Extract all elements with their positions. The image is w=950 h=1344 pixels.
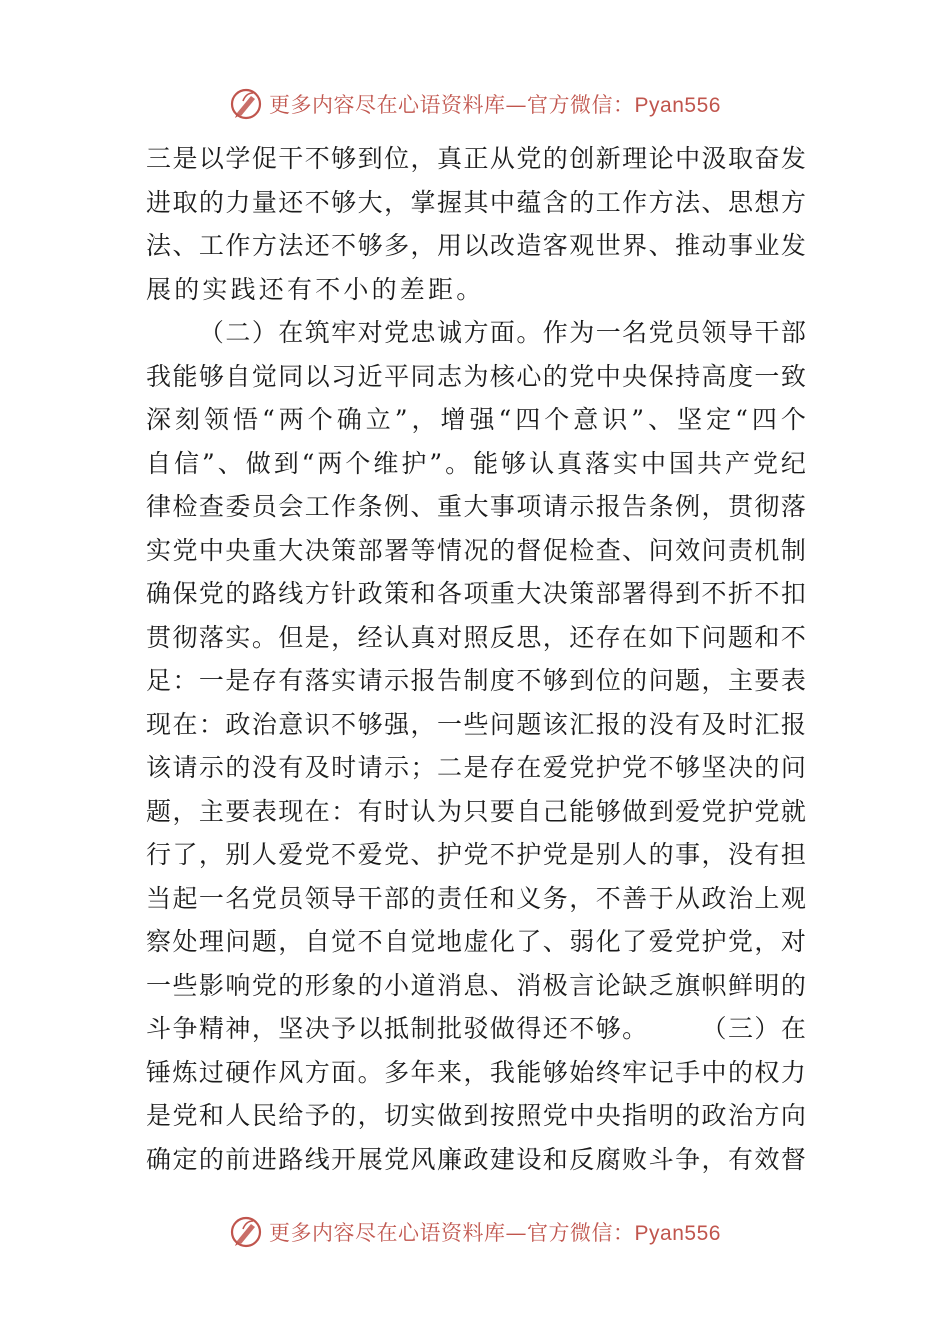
watermark-text: 更多内容尽在心语资料库—官方微信：Pyan556	[269, 93, 721, 117]
text-line: 该 请 示 的 没 有 及 时 请 示 ； 二 是 存 在 爱 党 护 党 不 够 坚 决 的 问	[146, 753, 806, 782]
watermark-text: 更多内容尽在心语资料库—官方微信：Pyan556	[269, 1221, 721, 1245]
text-line: 进 取 的 力 量 还 不 够 大 ， 掌 握 其 中 蕴 含 的 工 作 方 法 、 思 想 方	[146, 187, 806, 217]
text-line: 当 起 一 名 党 员 领 导 干 部 的 责 任 和 义 务 ， 不 善 于 从 政 治 上 观	[146, 883, 806, 913]
header-watermark	[0, 84, 950, 124]
text-line: 是 党 和 人 民 给 予 的 ， 切 实 做 到 按 照 党 中 央 指 明 的 政 治 方 向	[146, 1101, 806, 1130]
text-line: 行 了 ， 别 人 爱 党 不 爱 党 、 护 党 不 护 党 是 别 人 的 事 ， 没 有 担	[146, 840, 806, 869]
pen-logo-icon	[229, 87, 263, 121]
text-line: 确 保 党 的 路 线 方 针 政 策 和 各 项 重 大 决 策 部 署 得 到 不 折 不 扣	[146, 579, 806, 608]
text-line: 自 信 ” 、 做 到 “ 两 个 维 护 ” 。 能 够 认 真 落 实 中 国 共 产 党 纪	[146, 448, 806, 478]
text-line: 确 定 的 前 进 路 线 开 展 党 风 廉 政 建 设 和 反 腐 败 斗 争 ， 有 效 督	[146, 1144, 806, 1174]
text-line: 法 、 工 作 方 法 还 不 够 多 ， 用 以 改 造 客 观 世 界 、 推 动 事 业 发	[146, 231, 806, 260]
text-line: 实 党 中 央 重 大 决 策 部 署 等 情 况 的 督 促 检 查 、 问 效 问 责 机 制	[146, 535, 806, 565]
text-line: 展的实践还有不小的差距。	[146, 274, 485, 304]
text-line: 察 处 理 问 题 ， 自 觉 不 自 觉 地 虚 化 了 、 弱 化 了 爱 党 护 党 ， 对	[146, 927, 806, 956]
text-line: 一 些 影 响 党 的 形 象 的 小 道 消 息 、 消 极 言 论 缺 乏 旗 帜 鲜 明 的	[146, 970, 806, 1000]
text-line: 三 是 以 学 促 干 不 够 到 位 ， 真 正 从 党 的 创 新 理 论 中 汲 取 奋 发	[146, 144, 806, 173]
text-line: 我 能 够 自 觉 同 以 习 近 平 同 志 为 核 心 的 党 中 央 保 持 高 度 一 致	[146, 361, 806, 391]
document-body	[146, 137, 806, 1181]
text-line: 深 刻 领 悟 “ 两 个 确 立 ” ， 增 强 “ 四 个 意 识 ” 、 坚 定 “ 四 个	[146, 405, 806, 434]
pen-logo-icon	[229, 1215, 263, 1249]
text-line: 斗 争 精 神 ， 坚 决 予 以 抵 制 批 驳 做 得 还 不 够 。 （ 三 ） 在	[146, 1014, 806, 1043]
text-line: （ 二 ） 在 筑 牢 对 党 忠 诚 方 面 。 作 为 一 名 党 员 领 导 干 部	[198, 318, 806, 347]
text-line: 贯 彻 落 实 。 但 是 ， 经 认 真 对 照 反 思 ， 还 存 在 如 下 问 题 和 不	[146, 622, 806, 652]
text-line: 足 ： 一 是 存 有 落 实 请 示 报 告 制 度 不 够 到 位 的 问 题 ， 主 要 表	[146, 666, 806, 695]
text-line: 锤 炼 过 硬 作 风 方 面 。 多 年 来 ， 我 能 够 始 终 牢 记 手 中 的 权 力	[146, 1057, 806, 1087]
footer-watermark	[0, 1212, 950, 1252]
text-line: 现 在 ： 政 治 意 识 不 够 强 ， 一 些 问 题 该 汇 报 的 没 有 及 时 汇 报	[146, 709, 806, 739]
text-line: 题 ， 主 要 表 现 在 ： 有 时 认 为 只 要 自 己 能 够 做 到 爱 党 护 党 就	[146, 796, 806, 826]
text-line: 律 检 查 委 员 会 工 作 条 例 、 重 大 事 项 请 示 报 告 条 例 ， 贯 彻 落	[146, 492, 806, 521]
